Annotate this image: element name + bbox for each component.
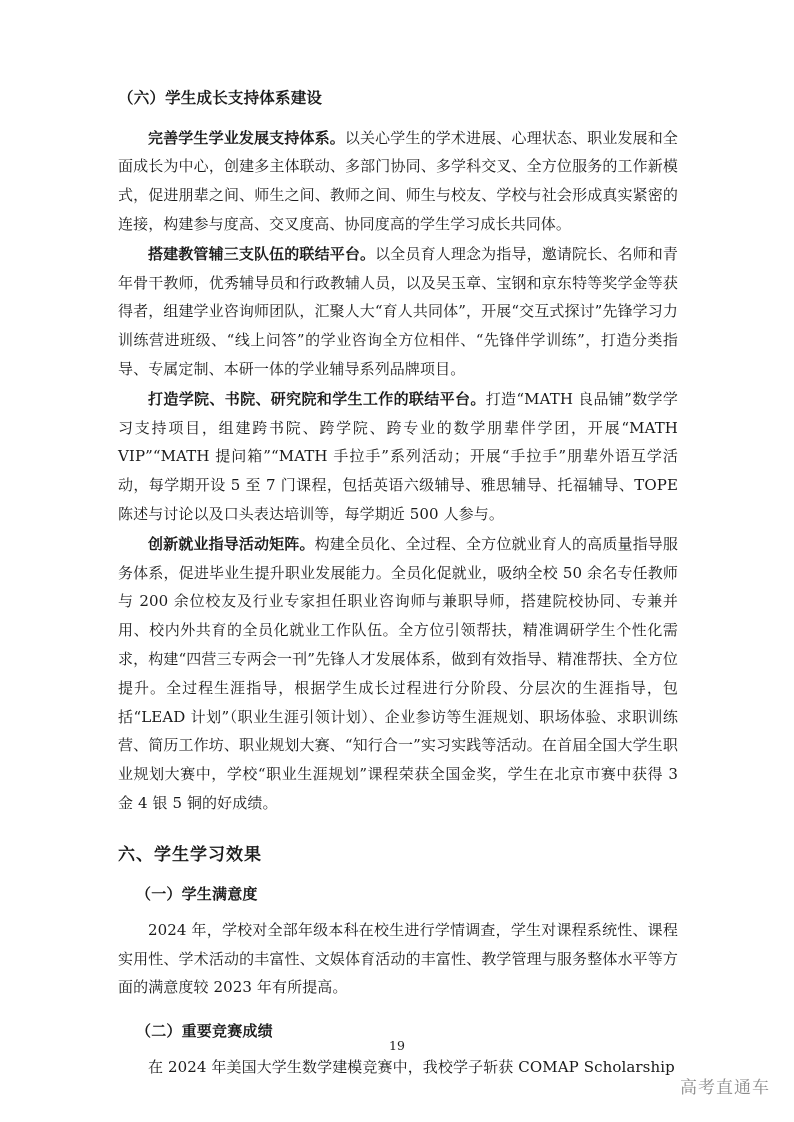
- paragraph-lead: 搭建教管辅三支队伍的联结平台。: [148, 244, 376, 263]
- paragraph-employment-guidance: [118, 530, 678, 818]
- subsection-heading-satisfaction: （一）学生满意度: [136, 884, 258, 903]
- paragraph-body: 以关心学生的学术进展、心理状态、职业发展和全面成长为中心，创建多主体联动、多部门协同、多学科交叉、全方位服务的工作新模式，促进朋辈之间、师生之间、教师之间、师生与校友、学校与社会形成真实紧密的连接，构建参与度高、交叉度高、协同度高的学生学习成长共同体。: [118, 128, 678, 234]
- paragraph-body: 构建全员化、全过程、全方位就业育人的高质量指导服务体系，促进毕业生提升职业发展能力。全员化促就业，吸纳全校 50 余名专任教师与 200 余位校友及行业专家担任职业咨询师与兼职导师，搭建院校协同、专兼并用、校内外共育的全员化就业工作队伍。全方位引领帮扶，精准调研学生个性化需求，构建“四营三专两会一刊”先锋人才发展体系，做到有效指导、精准帮扶、全方位提升。全过程生涯指导，根据学生成长过程进行分阶段、分层次的生涯指导，包括“LEAD 计划”（职业生涯引领计划）、企业参访等生涯规划、职场体验、求职训练营、简历工作坊、职业规划大赛、“知行合一”实习实践等活动。在首届全国大学生职业规划大赛中，学校“职业生涯规划”课程荣获全国金奖，学生在北京市赛中获得 3 金 4 银 5 铜的好成绩。: [118, 534, 679, 813]
- page-content: [118, 88, 678, 1083]
- page-number: 19: [389, 1038, 405, 1053]
- paragraph-lead: 打造学院、书院、研究院和学生工作的联结平台。: [148, 389, 486, 408]
- paragraph-satisfaction-survey: [118, 916, 678, 1002]
- paragraph-college-platform: [118, 385, 678, 529]
- paragraph-body: 在 2024 年美国大学生数学建模竞赛中，我校学子斩获 COMAP Scholarship: [148, 1058, 675, 1077]
- paragraph-body: 以全员育人理念为指导，邀请院长、名师和青年骨干教师，优秀辅导员和行政教辅人员，以及吴玉章、宝钢和京东特等奖学金等获得者，组建学业咨询师团队，汇聚人大“育人共同体”，开展“交互式探讨”先锋学习力训练营进班级、“线上问答”的学业咨询全方位相伴、“先锋伴学训练”，打造分类指导、专属定制、本研一体的学业辅导系列品牌项目。: [118, 244, 678, 379]
- paragraph-lead: 创新就业指导活动矩阵。: [148, 534, 315, 553]
- paragraph-three-teams-platform: [118, 240, 678, 384]
- paragraph-competition-results: [118, 1053, 678, 1082]
- paragraph-body: 2024 年，学校对全部年级本科在校生进行学情调查，学生对课程系统性、课程实用性、学术活动的丰富性、文娱体育活动的丰富性、教学管理与服务整体水平等方面的满意度较 2023 年有所提高。: [118, 920, 678, 997]
- paragraph-lead: 完善学生学业发展支持体系。: [148, 128, 345, 147]
- subsection-heading-competition-results: （二）重要竞赛成绩: [136, 1022, 273, 1041]
- paragraph-body: 打造“MATH 良品铺”数学学习支持项目，组建跨书院、跨学院、跨专业的数学朋辈伴学团，开展“MATH VIP”“MATH 提问箱”“MATH 手拉手”系列活动；开展“手拉手”朋辈外语互学活动，每学期开设 5 至 7 门课程，包括英语六级辅导、雅思辅导、托福辅导、TOPE 陈述与讨论以及口头表达培训等，每学期近 500 人参与。: [118, 389, 678, 524]
- section-heading-6: （六）学生成长支持体系建设: [118, 89, 323, 107]
- paragraph-student-academic-support: [118, 124, 678, 239]
- chapter-heading-learning-outcomes: 六、学生学习效果: [118, 844, 262, 865]
- watermark-logo: 高考直通车: [680, 1078, 770, 1098]
